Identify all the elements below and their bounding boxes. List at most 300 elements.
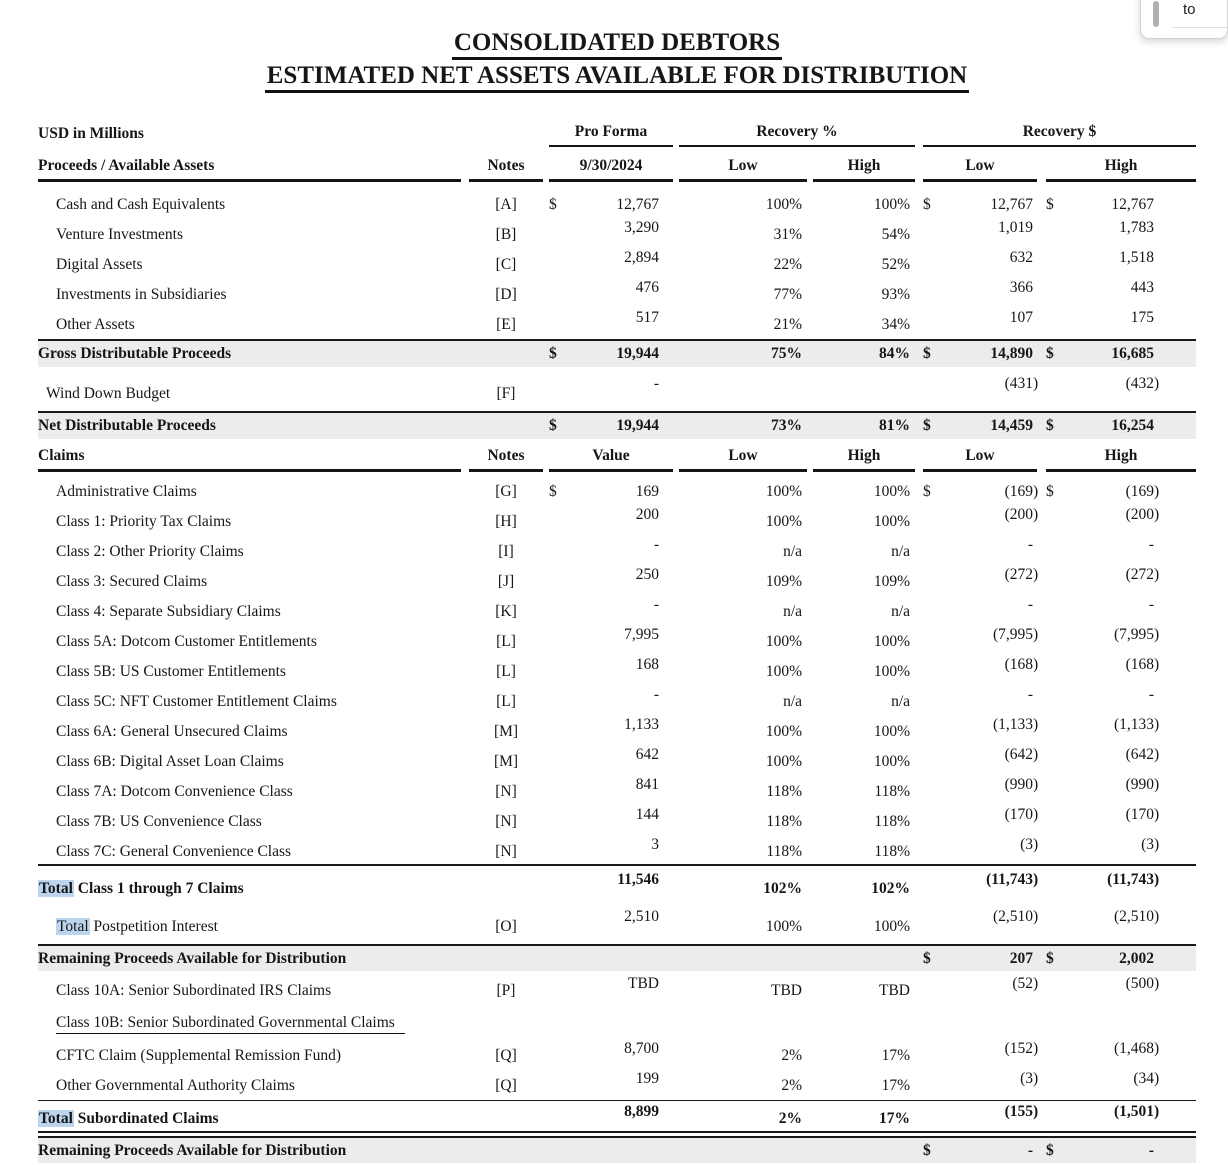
cell-value: (52 ) [1012, 974, 1039, 992]
table-row [38, 564, 1196, 594]
cell-recovery-usd-low [923, 654, 1037, 677]
cell-value: 14,890 [990, 345, 1033, 362]
cell-recovery-usd-low [923, 481, 1037, 504]
col-value: Value [549, 446, 673, 472]
cell-recovery-pct-low: 2% [778, 1110, 802, 1127]
col-usd-high: High [1046, 446, 1196, 472]
dollar-sign: $ [923, 949, 931, 967]
cell-recovery-usd-high [1046, 246, 1196, 269]
cell-value: 366 [1009, 279, 1033, 296]
cell-recovery-pct-low: 31% [773, 226, 802, 243]
row-note: [N] [495, 783, 517, 800]
row-label: Total Subordinated Claims [39, 1110, 219, 1127]
cell-recovery-pct-high: TBD [879, 982, 910, 999]
table-row [38, 193, 1196, 216]
row-label: Total Class 1 through 7 Claims [39, 879, 244, 897]
cell-value: - [1148, 595, 1154, 613]
cell-value: (1,133 ) [1113, 715, 1160, 733]
row-label: Class 5A: Dotcom Customer Entitlements [56, 633, 317, 650]
cell-recovery-pct-high: 102% [871, 879, 910, 897]
cell-value: 16,254 [1111, 417, 1154, 434]
table-row [38, 276, 1196, 306]
cell-value: (2,510 ) [992, 907, 1039, 925]
table-row [38, 684, 1196, 714]
row-label: Remaining Proceeds Available for Distribution [38, 1141, 347, 1159]
row-label: Class 6B: Digital Asset Loan Claims [56, 753, 284, 770]
row-note: [Q] [495, 1077, 517, 1094]
cell-value: 3 [651, 835, 659, 853]
cell-recovery-usd-low [923, 744, 1037, 767]
row-label: Class 7C: General Convenience Class [56, 843, 292, 860]
cell-proforma [549, 534, 673, 557]
cell-recovery-usd-low [923, 504, 1037, 527]
cell-proforma [549, 774, 673, 797]
cell-value: 476 [635, 279, 659, 296]
row-label: Net Distributable Proceeds [38, 417, 216, 434]
col-notes: Notes [469, 446, 543, 472]
cell-value: 12,767 [1111, 196, 1154, 213]
table-row [38, 306, 1196, 336]
cell-value: (642 ) [1004, 745, 1039, 763]
table-row [38, 216, 1196, 246]
row-label: Cash and Cash Equivalents [56, 196, 226, 213]
row-label: Other Assets [56, 316, 135, 333]
cell-value: - [1027, 1141, 1033, 1159]
table-row [38, 624, 1196, 654]
cell-value: 2,002 [1119, 949, 1154, 967]
row-note: [O] [495, 917, 517, 935]
cell-value: 12,767 [990, 196, 1033, 213]
cell-recovery-pct-low: 100% [765, 633, 802, 650]
cell-value: - [1027, 595, 1033, 613]
cell-proforma [549, 744, 673, 767]
row-label: CFTC Claim (Supplemental Remission Fund) [56, 1047, 342, 1064]
cell-recovery-pct-low: n/a [783, 543, 802, 560]
dollar-sign: $ [1046, 949, 1054, 967]
table-group-header [38, 122, 1196, 147]
cell-value: (7,995 ) [992, 625, 1039, 643]
dollar-sign: $ [1046, 483, 1054, 500]
proceeds-section [38, 193, 1196, 439]
cell-recovery-pct-low: 118% [766, 843, 802, 860]
row-note: [F] [496, 385, 516, 402]
dollar-sign: $ [1046, 345, 1054, 362]
cell-value: (431 ) [1004, 375, 1039, 392]
cell-recovery-usd-low [923, 594, 1037, 617]
cell-recovery-usd-high [1046, 341, 1196, 367]
cell-recovery-usd-high [1046, 564, 1196, 587]
cell-value: 107 [1009, 309, 1033, 326]
table-row [38, 1008, 1196, 1038]
cell-recovery-pct-high: 93% [881, 286, 910, 303]
cell-value: (432 ) [1125, 375, 1160, 392]
cell-recovery-pct-low: 100% [765, 723, 802, 740]
cell-recovery-usd-low [923, 684, 1037, 707]
table-row [38, 481, 1196, 504]
table-row [38, 654, 1196, 684]
table-row [38, 594, 1196, 624]
row-label: Class 7B: US Convenience Class [56, 813, 262, 830]
cell-value: 1,783 [1119, 219, 1154, 236]
table-row [38, 339, 1196, 367]
row-label: Administrative Claims [56, 483, 197, 500]
cell-recovery-pct-high: 17% [881, 1047, 910, 1064]
cell-recovery-usd-low [923, 1068, 1037, 1091]
cell-value: 144 [635, 805, 659, 823]
cell-value: 2,510 [624, 907, 659, 925]
cell-value: 3,290 [624, 219, 659, 236]
dollar-sign: $ [549, 483, 557, 500]
col-pct-low: Low [679, 446, 807, 472]
table-row [38, 534, 1196, 564]
dollar-sign: $ [923, 345, 931, 362]
cell-value: 11,546 [617, 870, 659, 888]
cell-recovery-pct-high: 109% [873, 573, 910, 590]
search-highlight: Total [57, 917, 89, 935]
row-note: [M] [493, 753, 519, 770]
search-highlight: Total [39, 879, 73, 897]
cell-proforma [549, 504, 673, 527]
cell-value: (272 ) [1125, 565, 1160, 583]
divider [1173, 27, 1227, 28]
cell-value: 1,133 [624, 715, 659, 733]
table-row [38, 804, 1196, 834]
cell-recovery-pct-low: 100% [765, 663, 802, 680]
col-usd-low: Low [923, 446, 1037, 472]
cell-proforma [549, 276, 673, 299]
cell-recovery-usd-low [923, 1101, 1037, 1124]
cell-recovery-pct-high: 100% [873, 917, 910, 935]
drag-handle-icon [1153, 1, 1159, 27]
cell-proforma [549, 306, 673, 329]
row-note: [J] [497, 573, 515, 590]
cell-recovery-pct-high: 100% [873, 196, 910, 213]
recovery-usd-group-header: Recovery $ [923, 122, 1196, 147]
cell-value: (1,468 ) [1113, 1039, 1160, 1057]
claims-column-header [38, 446, 1196, 472]
cell-proforma [549, 481, 673, 504]
row-label: Class 7A: Dotcom Convenience Class [56, 783, 293, 800]
cell-recovery-pct-high: 118% [874, 783, 910, 800]
row-label: Class 5C: NFT Customer Entitlement Claims [56, 693, 337, 710]
row-note: [P] [496, 982, 516, 999]
cell-value: (170 ) [1004, 805, 1039, 823]
row-label: Class 1: Priority Tax Claims [56, 513, 232, 530]
cell-value: 12,767 [616, 196, 659, 213]
cell-value: (168 ) [1004, 655, 1039, 673]
cell-value: (500 ) [1125, 974, 1160, 992]
cell-recovery-usd-high [1046, 866, 1196, 893]
cell-value: (642 ) [1125, 745, 1160, 763]
cell-value: 175 [1130, 309, 1154, 326]
cell-value: (272 ) [1004, 565, 1039, 583]
cell-recovery-usd-low [923, 564, 1037, 587]
cell-value: - [1148, 535, 1154, 553]
cell-recovery-usd-low [923, 413, 1037, 439]
dollar-sign: $ [549, 196, 557, 213]
cell-recovery-pct-low: 100% [765, 196, 802, 213]
cell-value: 517 [635, 309, 659, 326]
row-label: Class 2: Other Priority Claims [56, 543, 244, 560]
cell-value: 1,019 [998, 219, 1033, 236]
cell-recovery-pct-high: n/a [891, 543, 910, 560]
row-label: Digital Assets [56, 256, 143, 273]
cell-value: (168 ) [1125, 655, 1160, 673]
cell-recovery-usd-high [1046, 654, 1196, 677]
cell-value: 632 [1009, 249, 1033, 266]
cell-recovery-usd-low [923, 216, 1037, 239]
cell-recovery-usd-high [1046, 306, 1196, 329]
table-row [38, 744, 1196, 774]
cell-value: - [1148, 1141, 1154, 1159]
cell-value: (155 ) [1004, 1102, 1039, 1120]
cell-recovery-pct-high: n/a [891, 603, 910, 620]
cell-value: 169 [635, 483, 659, 500]
dollar-sign: $ [923, 1141, 931, 1159]
cell-recovery-usd-low [923, 946, 1037, 971]
dollar-sign: $ [549, 345, 557, 362]
cell-value: 207 [1009, 949, 1033, 967]
row-label: Other Governmental Authority Claims [56, 1077, 295, 1094]
cell-recovery-pct-low: n/a [783, 693, 802, 710]
col-pct-high: High [813, 156, 915, 182]
cell-value: 642 [635, 745, 659, 763]
units-label: USD in Millions [38, 125, 144, 142]
table-row [38, 774, 1196, 804]
row-label: Class 6A: General Unsecured Claims [56, 723, 288, 740]
document-title [38, 26, 1196, 92]
cell-value: 7,995 [624, 625, 659, 643]
cell-recovery-usd-low [923, 973, 1037, 996]
cell-recovery-usd-low [923, 624, 1037, 647]
cell-recovery-pct-high: 84% [879, 345, 910, 362]
cell-value: - [653, 685, 659, 703]
cell-value: (11,743 ) [986, 870, 1039, 888]
cell-proforma [549, 413, 673, 439]
cell-recovery-pct-low: 118% [766, 813, 802, 830]
search-highlight: Total [39, 1110, 73, 1127]
cell-recovery-usd-low [923, 276, 1037, 299]
table-row [38, 1038, 1196, 1068]
cell-value: 200 [635, 505, 659, 523]
cell-proforma [549, 804, 673, 827]
row-note: [C] [495, 256, 517, 273]
cell-recovery-usd-high [1046, 1138, 1196, 1163]
overlay-tooltip-fragment[interactable] [1140, 0, 1228, 39]
cell-recovery-usd-low [923, 902, 1037, 931]
col-claims-label: Claims [38, 446, 461, 472]
distribution-statement [38, 0, 1196, 1165]
cell-value: 16,685 [1111, 345, 1154, 362]
cell-proforma [549, 902, 673, 931]
cell-recovery-usd-high [1046, 1101, 1196, 1124]
cell-value: 168 [635, 655, 659, 673]
row-note: [L] [496, 663, 516, 680]
cell-recovery-pct-high: 81% [879, 417, 910, 434]
cell-value: - [653, 595, 659, 613]
table-row [38, 944, 1196, 971]
cell-recovery-usd-high [1046, 774, 1196, 797]
cell-proforma [549, 369, 673, 398]
cell-value: (990 ) [1004, 775, 1039, 793]
cell-recovery-pct-low: 102% [763, 879, 802, 897]
proceeds-column-header [38, 156, 1196, 182]
cell-value: - [653, 375, 659, 392]
cell-value: 443 [1130, 279, 1154, 296]
row-label: Class 10A: Senior Subordinated IRS Claims [56, 982, 332, 999]
cell-recovery-pct-low: 75% [771, 345, 802, 362]
cell-recovery-usd-low [923, 246, 1037, 269]
cell-recovery-pct-high: 118% [874, 843, 910, 860]
cell-value: (169 ) [1004, 483, 1039, 500]
cell-recovery-usd-high [1046, 216, 1196, 239]
cell-recovery-usd-low [923, 714, 1037, 737]
cell-value: 8,700 [624, 1039, 659, 1057]
table-row [38, 973, 1196, 1003]
cell-proforma [549, 216, 673, 239]
cell-recovery-usd-high [1046, 714, 1196, 737]
row-label: Class 4: Separate Subsidiary Claims [56, 603, 281, 620]
dollar-sign: $ [1046, 1141, 1054, 1159]
cell-recovery-usd-high [1046, 804, 1196, 827]
cell-recovery-pct-high: 100% [873, 753, 910, 770]
cell-value: (3 ) [1141, 835, 1160, 853]
row-note: [M] [493, 723, 519, 740]
cell-recovery-usd-high [1046, 684, 1196, 707]
row-note: [L] [496, 633, 516, 650]
overlay-text: to [1183, 1, 1196, 18]
cell-recovery-pct-high: 17% [879, 1110, 910, 1127]
cell-value: 2,894 [624, 249, 659, 266]
table-row [38, 1136, 1196, 1163]
cell-recovery-pct-low: TBD [771, 982, 802, 999]
cell-recovery-usd-low [923, 1138, 1037, 1163]
table-row [38, 411, 1196, 439]
cell-recovery-pct-high: 100% [873, 723, 910, 740]
row-note: [K] [495, 603, 517, 620]
row-label: Wind Down Budget [46, 385, 171, 402]
cell-proforma [549, 1068, 673, 1091]
table-row [38, 504, 1196, 534]
row-label: Class 10B: Senior Subordinated Governmental Claims [38, 1008, 461, 1038]
table-row [38, 834, 1196, 864]
title-line-2: ESTIMATED NET ASSETS AVAILABLE FOR DISTRIBUTION [38, 59, 1196, 92]
cell-value: (34 ) [1133, 1069, 1160, 1087]
cell-value: - [653, 535, 659, 553]
row-label: Total Postpetition Interest [57, 917, 218, 935]
col-notes: Notes [469, 156, 543, 182]
cell-recovery-usd-high [1046, 413, 1196, 439]
cell-value: 1,518 [1119, 249, 1154, 266]
cell-value: (152 ) [1004, 1039, 1039, 1057]
pro-forma-group-header: Pro Forma [549, 122, 673, 147]
cell-recovery-pct-high: 100% [873, 663, 910, 680]
row-label: Gross Distributable Proceeds [38, 345, 232, 362]
cell-value: (990 ) [1125, 775, 1160, 793]
cell-value: 250 [635, 565, 659, 583]
dollar-sign: $ [923, 483, 931, 500]
dollar-sign: $ [1046, 196, 1054, 213]
cell-proforma [549, 684, 673, 707]
cell-recovery-usd-high [1046, 744, 1196, 767]
col-proceeds-label: Proceeds / Available Assets [38, 156, 461, 182]
cell-recovery-pct-high: 100% [873, 513, 910, 530]
cell-recovery-usd-high [1046, 834, 1196, 857]
cell-proforma [549, 564, 673, 587]
cell-proforma [549, 834, 673, 857]
cell-value: (200 ) [1125, 505, 1160, 523]
cell-recovery-pct-low: 100% [765, 513, 802, 530]
cell-value: (11,743 ) [1107, 870, 1160, 888]
cell-proforma [549, 654, 673, 677]
row-label: Class 5B: US Customer Entitlements [56, 663, 286, 680]
cell-value: - [1027, 535, 1033, 553]
dollar-sign: $ [923, 417, 931, 434]
cell-recovery-usd-high [1046, 1068, 1196, 1091]
cell-recovery-pct-low: 100% [765, 917, 802, 935]
cell-value: TBD [628, 974, 659, 992]
cell-recovery-usd-high [1046, 624, 1196, 647]
cell-recovery-usd-high [1046, 973, 1196, 996]
cell-recovery-pct-low: 100% [765, 753, 802, 770]
dollar-sign: $ [1046, 417, 1054, 434]
row-label: Venture Investments [56, 226, 183, 243]
cell-recovery-pct-high: 52% [881, 256, 910, 273]
cell-value: (3 ) [1020, 835, 1039, 853]
cell-value: (3 ) [1020, 1069, 1039, 1087]
row-note: [G] [495, 483, 517, 500]
cell-proforma [549, 246, 673, 269]
spacer [469, 144, 543, 147]
col-pct-high: High [813, 446, 915, 472]
cell-proforma [549, 1101, 673, 1124]
cell-value: 199 [635, 1069, 659, 1087]
cell-recovery-pct-low: 2% [781, 1077, 802, 1094]
cell-recovery-usd-high [1046, 193, 1196, 216]
cell-proforma [549, 594, 673, 617]
cell-recovery-usd-low [923, 341, 1037, 367]
cell-value: - [1027, 685, 1033, 703]
cell-recovery-usd-low [923, 804, 1037, 827]
cell-recovery-usd-low [923, 369, 1037, 398]
table-row [38, 246, 1196, 276]
cell-recovery-pct-low: 73% [771, 417, 802, 434]
row-note: [L] [496, 693, 516, 710]
dollar-sign: $ [549, 417, 557, 434]
cell-recovery-pct-high: 34% [881, 316, 910, 333]
cell-proforma [549, 624, 673, 647]
cell-value: (1,501 ) [1113, 1102, 1160, 1120]
row-note: [B] [495, 226, 517, 243]
cell-recovery-usd-low [923, 834, 1037, 857]
cell-recovery-pct-low: 109% [765, 573, 802, 590]
row-note: [N] [495, 843, 517, 860]
dollar-sign: $ [923, 196, 931, 213]
row-note: [D] [495, 286, 517, 303]
cell-recovery-usd-high [1046, 534, 1196, 557]
cell-recovery-pct-low: 22% [773, 256, 802, 273]
cell-recovery-usd-high [1046, 946, 1196, 971]
cell-recovery-usd-low [923, 1038, 1037, 1061]
row-note: [Q] [495, 1047, 517, 1064]
cell-recovery-pct-low: 118% [766, 783, 802, 800]
row-note: [A] [495, 196, 517, 213]
cell-recovery-usd-high [1046, 594, 1196, 617]
cell-recovery-pct-high: 100% [873, 483, 910, 500]
cell-recovery-usd-high [1046, 369, 1196, 398]
row-label: Remaining Proceeds Available for Distribution [38, 949, 347, 967]
cell-recovery-pct-high: 118% [874, 813, 910, 830]
